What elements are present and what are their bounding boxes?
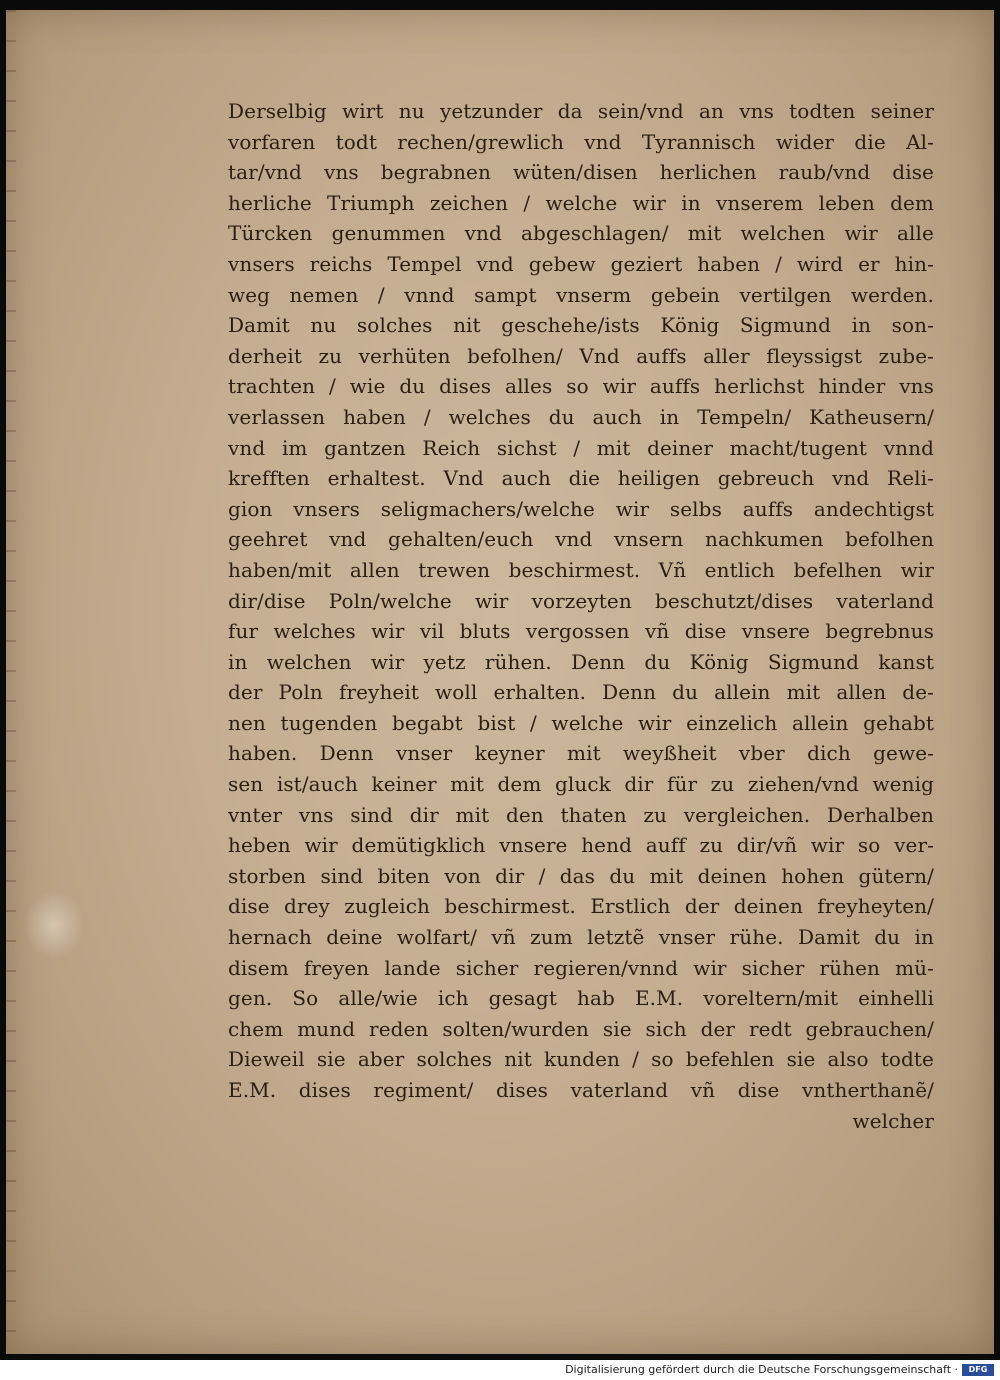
text-line: dise drey zugleich beschirmest. Erstlich der deinen freyheyten/: [228, 894, 934, 919]
dfg-logo-icon: DFG: [962, 1364, 994, 1376]
footer: [0, 1360, 1000, 1380]
text-line: tar/vnd vns begrabnen wüten/disen herlichen raub/vnd dise: [228, 160, 934, 185]
text-line: Dieweil sie aber solches nit kunden / so befehlen sie also todte: [228, 1047, 934, 1072]
text-line: sen ist/auch keiner mit dem gluck dir für zu ziehen/vnd wenig: [228, 772, 934, 797]
text-line: weg nemen / vnnd sampt vnserm gebein vertilgen werden.: [228, 282, 934, 307]
text-line: derheit zu verhüten befolhen/ Vnd auffs aller fleyssigst zube-: [228, 343, 934, 368]
catchword: welcher: [852, 1108, 934, 1133]
text-line: Derselbig wirt nu yetzunder da sein/vnd an vns todten seiner: [228, 99, 934, 123]
text-line: nen tugenden begabt bist / welche wir einzelich allein gehabt: [228, 710, 934, 735]
text-line: fur welches wir vil bluts vergossen vñ dise vnsere begrebnus: [228, 619, 934, 644]
page-edge: [6, 10, 16, 1354]
text-line: haben/mit allen trewen beschirmest. Vñ entlich befelhen wir: [228, 557, 934, 582]
text-line: storben sind biten von dir / das du mit deinen hohen gütern/: [228, 863, 934, 888]
text-line: dir/dise Poln/welche wir vorzeyten beschutzt/dises vaterland: [228, 588, 934, 613]
text-block: [228, 96, 934, 1136]
paper-stain: [24, 890, 84, 960]
text-line: hernach deine wolfart/ vñ zum letztẽ vnser rühe. Damit du in: [228, 925, 934, 950]
text-line: geehret vnd gehalten/euch vnd vnsern nachkumen befolhen: [228, 527, 934, 552]
text-line: vnter vns sind dir mit den thaten zu vergleichen. Derhalben: [228, 802, 934, 827]
text-line: gion vnsers seligmachers/welche wir selbs auffs andechtigst: [228, 496, 934, 521]
text-line: trachten / wie du dises alles so wir auffs herlichst hinder vns: [228, 374, 934, 399]
text-line: Damit nu solches nit geschehe/ists König Sigmund in son-: [228, 313, 934, 338]
text-line: vnd im gantzen Reich sichst / mit deiner macht/tugent vnnd: [228, 435, 934, 460]
text-line: haben. Denn vnser keyner mit weyßheit vber dich gewe-: [228, 741, 934, 766]
text-line: vorfaren todt rechen/grewlich vnd Tyrannisch wider die Al-: [228, 129, 934, 154]
text-line: heben wir demütigklich vnsere hend auff zu dir/vñ wir so ver-: [228, 833, 934, 858]
text-line: E.M. dises regiment/ dises vaterland vñ dise vntherthanẽ/: [228, 1078, 934, 1102]
text-line: disem freyen lande sicher regieren/vnnd wir sicher rühen mü-: [228, 955, 934, 980]
text-line: verlassen haben / welches du auch in Tempeln/ Katheusern/: [228, 404, 934, 429]
text-line: Türcken genummen vnd abgeschlagen/ mit welchen wir alle: [228, 221, 934, 246]
text-line: krefften erhaltest. Vnd auch die heiligen gebreuch vnd Reli-: [228, 466, 934, 491]
text-line: gen. So alle/wie ich gesagt hab E.M. voreltern/mit einhelli: [228, 986, 934, 1011]
text-line: herliche Triumph zeichen / welche wir in vnserem leben dem: [228, 190, 934, 215]
text-line: in welchen wir yetz rühen. Denn du König Sigmund kanst: [228, 649, 934, 674]
text-line: vnsers reichs Tempel vnd gebew geziert haben / wird er hin-: [228, 251, 934, 276]
text-line: der Poln freyheit woll erhalten. Denn du allein mit allen de-: [228, 680, 934, 705]
funding-note: Digitalisierung gefördert durch die Deutsche Forschungsgemeinschaft ·: [565, 1363, 958, 1376]
text-line: chem mund reden solten/wurden sie sich der redt gebrauchen/: [228, 1016, 934, 1041]
